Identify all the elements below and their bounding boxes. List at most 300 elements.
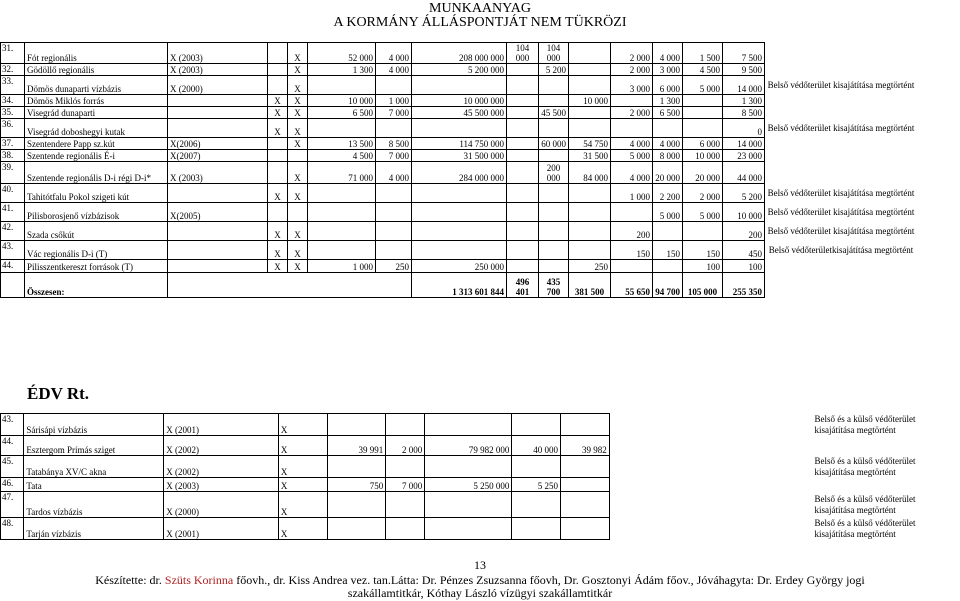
site-name: Pilisborosjenő vízbázisok [25,203,168,222]
value-cell [386,518,425,540]
year-mark: X(2007) [168,150,268,162]
value-cell: 4 000 [376,43,412,64]
gap-blank [609,414,810,436]
value-cell: 71 000 [308,162,376,184]
value-cell: 4 000 [376,162,412,184]
year-mark: X (2001) [164,518,279,540]
value-cell: 100 [683,260,723,273]
value-cell [653,260,683,273]
total-value: 496 401 [507,273,539,298]
site-name: Szentende regionális É-i [25,150,168,162]
value-cell [683,107,723,119]
site-name: Szentendere Papp sz.kút [25,138,168,150]
value-cell [539,184,569,203]
value-cell [425,518,512,540]
year-mark [168,119,268,138]
row-number: 35. [1,107,25,119]
table-row [1,222,918,241]
row-number: 45. [1,456,24,478]
row-number: 39. [1,162,25,184]
mark-1: X [268,184,288,203]
value-cell [386,456,425,478]
year-mark: X (2000) [168,76,268,95]
mark-2: X [288,43,308,64]
value-cell [507,138,539,150]
value-cell: 20 000 [683,162,723,184]
note-blank [765,95,918,107]
value-cell: 4 000 [376,64,412,76]
value-cell [683,119,723,138]
value-cell: 5 250 [512,478,561,492]
value-cell [308,184,376,203]
status-note: Belső és a külső védőterület kisajátítása megtörtént [814,517,916,539]
value-cell: 200 [723,222,765,241]
gap-blank [609,478,810,492]
status-note: Belső és a külső védőterület kisajátítása megtörtént [814,455,916,477]
value-cell: 45 500 000 [412,107,507,119]
total-value: 435 700 [539,273,569,298]
value-cell: 0 [723,119,765,138]
row-number: 47. [1,492,24,518]
total-row [1,273,918,298]
value-cell [569,119,611,138]
mark-1: X [268,241,288,260]
site-name: Fót regionális [25,43,168,64]
value-cell: 44 000 [723,162,765,184]
table-row [1,162,918,184]
value-cell [308,203,376,222]
value-cell [425,456,512,478]
value-cell: 14 000 [723,76,765,95]
value-cell [611,95,653,107]
site-name: Tarján vízbázis [24,518,164,540]
value-cell: 31 500 000 [412,150,507,162]
value-cell [507,64,539,76]
value-cell [507,119,539,138]
mark-1 [268,150,288,162]
value-cell: 2 000 [683,184,723,203]
site-name: Szentende regionális D-i régi D-i* [25,162,168,184]
row-number: 43. [1,241,25,260]
value-cell [386,492,425,518]
value-cell: 2 000 [611,107,653,119]
value-cell: 4 000 [611,162,653,184]
value-cell: 7 500 [723,43,765,64]
value-cell [561,456,610,478]
value-cell: 39 991 [328,436,386,456]
year-mark: X (2000) [164,492,279,518]
value-cell [308,222,376,241]
value-cell: 2 000 [386,436,425,456]
value-cell [569,184,611,203]
note-blank [765,273,918,298]
mark-1 [268,203,288,222]
value-cell [376,184,412,203]
mark-2: X [288,260,308,273]
value-cell [611,119,653,138]
value-cell: 4 000 [653,138,683,150]
value-cell: 4 500 [683,64,723,76]
note-blank [765,107,918,119]
mark-1: X [268,222,288,241]
value-cell: 250 [376,260,412,273]
value-cell: 8 500 [723,107,765,119]
value-cell [376,241,412,260]
value-cell [683,95,723,107]
mark-1 [268,43,288,64]
value-cell [512,414,561,436]
year-mark [168,184,268,203]
note-blank [811,478,960,492]
note-blank [765,150,918,162]
value-cell [611,203,653,222]
value-cell: 1 300 [723,95,765,107]
site-name: Tardos vízbázis [24,492,164,518]
value-cell [611,260,653,273]
value-cell: 5 000 [683,203,723,222]
value-cell [328,492,386,518]
value-cell: 5 000 [683,76,723,95]
value-cell [561,478,610,492]
note-blank [765,162,918,184]
site-name: Tahitótfalu Pokol szigeti kút [25,184,168,203]
value-cell: 114 750 000 [412,138,507,150]
page-number: 13 [474,558,486,572]
table-row [1,119,918,138]
value-cell: 2 200 [653,184,683,203]
table-row [1,203,918,222]
value-cell: 1 500 [683,43,723,64]
row-number: 34. [1,95,25,107]
mark-2: X [288,138,308,150]
site-name: Dömös dunaparti vízbázis [25,76,168,95]
row-number: 33. [1,76,25,95]
gap-blank [609,456,810,478]
section-title: ÉDV Rt. [27,384,90,403]
year-mark [168,260,268,273]
value-cell [561,518,610,540]
value-cell: 5 000 [653,203,683,222]
value-cell: 250 000 [412,260,507,273]
value-cell [539,241,569,260]
note-blank [811,436,960,456]
footer-rest: főovh., dr. Kiss Andrea vez. tan.Látta: Dr. Pénzes Zsuzsanna főovh, Dr. Gosztonyi Ádám főov., Jóváhagyta: Dr. Erdey György jogi [233,573,865,587]
value-cell: 8 000 [653,150,683,162]
table-row [1,138,918,150]
year-mark [168,95,268,107]
value-cell: 1 300 [308,64,376,76]
value-cell: 4 000 [611,138,653,150]
table-row [1,260,918,273]
year-mark: X (2003) [164,478,279,492]
value-cell: 8 500 [376,138,412,150]
value-cell: 10 000 [723,203,765,222]
site-name: Sárisápi vízbázis [24,414,164,436]
value-cell: 79 982 000 [425,436,512,456]
note-blank [765,43,918,64]
value-cell: 9 500 [723,64,765,76]
value-cell [386,414,425,436]
edv-table [0,413,960,540]
value-cell: 3 000 [653,64,683,76]
value-cell: 4 000 [653,43,683,64]
value-cell [539,222,569,241]
mark-1: X [268,119,288,138]
value-cell [412,222,507,241]
value-cell: 100 [723,260,765,273]
status-note: Belső védőterület kisajátítása megtörtént [767,206,915,217]
mark-2: X [288,64,308,76]
value-cell: 39 982 [561,436,610,456]
value-cell [507,95,539,107]
site-name: Esztergom Prímás sziget [24,436,164,456]
value-cell: 5 250 000 [425,478,512,492]
value-cell [376,203,412,222]
value-cell [425,414,512,436]
value-cell [539,76,569,95]
value-cell [328,414,386,436]
value-cell: 3 000 [611,76,653,95]
value-cell [653,222,683,241]
value-cell: 5 200 [723,184,765,203]
year-mark: X(2006) [168,138,268,150]
value-cell: 10 000 [308,95,376,107]
site-name: Vác regionális D-i (T) [25,241,168,260]
value-cell [512,456,561,478]
status-note: Belső védőterületkisajátítása megtörtént [768,244,914,255]
row-number: 31. [1,43,25,64]
note-blank [765,138,918,150]
value-cell: 7 000 [376,107,412,119]
value-cell: 208 000 000 [412,43,507,64]
value-cell: 20 000 [653,162,683,184]
water-base-table [0,42,918,298]
year-mark [168,107,268,119]
value-cell [539,119,569,138]
year-mark [168,241,268,260]
year-mark: X (2001) [164,414,279,436]
value-cell [569,241,611,260]
total-num [1,273,25,298]
value-cell [328,518,386,540]
value-cell: 750 [328,478,386,492]
mark-2: X [288,162,308,184]
value-cell [308,76,376,95]
total-value: 255 350 [723,273,765,298]
total-value: 381 500 [569,273,611,298]
value-cell: 10 000 000 [412,95,507,107]
value-cell [425,492,512,518]
value-cell: 150 [653,241,683,260]
value-cell: 5 200 000 [412,64,507,76]
row-number: 32. [1,64,25,76]
mark-1: X [268,107,288,119]
row-number: 42. [1,222,25,241]
table-row [1,456,960,478]
mark-2: X [288,241,308,260]
row-number: 40. [1,184,25,203]
value-cell: 52 000 [308,43,376,64]
value-cell: 13 500 [308,138,376,150]
value-cell [308,241,376,260]
value-cell [507,76,539,95]
site-name: Gödöllő regionális [25,64,168,76]
mark-1 [268,162,288,184]
table-row [1,241,918,260]
mark-2: X [278,518,327,540]
year-mark: X(2005) [168,203,268,222]
mark-2: X [288,95,308,107]
table-row [1,43,918,64]
table-row [1,492,960,518]
gap-blank [609,518,810,540]
value-cell: 2 000 [611,43,653,64]
row-number: 48. [1,518,24,540]
mark-2: X [288,222,308,241]
value-cell: 4 500 [308,150,376,162]
value-cell: 1 000 [376,95,412,107]
value-cell [653,119,683,138]
value-cell: 2 000 [611,64,653,76]
mark-2: X [278,436,327,456]
row-number: 41. [1,203,25,222]
year-mark: X (2002) [164,436,279,456]
value-cell [507,162,539,184]
status-note: Belső és a külső védőterület kisajátítása megtörtént [814,413,916,435]
value-cell [512,518,561,540]
mark-2: X [278,414,327,436]
value-cell [569,64,611,76]
value-cell: 6 500 [653,107,683,119]
row-number: 43. [1,414,24,436]
mark-1: X [268,95,288,107]
status-note: Belső és a külső védőterület kisajátítása megtörtént [814,493,916,515]
note-blank [765,260,918,273]
total-blank [168,273,412,298]
value-cell [512,492,561,518]
value-cell: 31 500 [569,150,611,162]
value-cell [569,76,611,95]
row-number: 37. [1,138,25,150]
value-cell: 10 000 [569,95,611,107]
value-cell: 104 000 [539,43,569,64]
table-row [1,184,918,203]
value-cell [683,222,723,241]
table-row [1,95,918,107]
value-cell [328,456,386,478]
value-cell [507,107,539,119]
value-cell: 200 000 [539,162,569,184]
mark-2 [288,203,308,222]
value-cell: 84 000 [569,162,611,184]
value-cell [561,492,610,518]
value-cell [412,119,507,138]
value-cell: 23 000 [723,150,765,162]
value-cell [376,76,412,95]
total-value: 94 700 [653,273,683,298]
value-cell: 5 000 [611,150,653,162]
value-cell: 7 000 [386,478,425,492]
mark-2 [288,150,308,162]
mark-1 [268,76,288,95]
total-value: 1 313 601 844 [412,273,507,298]
value-cell [376,222,412,241]
mark-2: X [288,184,308,203]
site-name: Szada csőkút [25,222,168,241]
site-name: Dömös Miklós forrás [25,95,168,107]
value-cell: 6 500 [308,107,376,119]
value-cell: 284 000 000 [412,162,507,184]
value-cell [412,241,507,260]
status-note: Belső védőterület kisajátítása megtörtént [767,187,915,198]
gap-blank [609,492,810,518]
value-cell: 54 750 [569,138,611,150]
table-row [1,478,960,492]
value-cell [507,203,539,222]
value-cell: 45 500 [539,107,569,119]
table-row [1,76,918,95]
year-mark: X (2003) [168,43,268,64]
mark-2: X [278,478,327,492]
year-mark: X (2002) [164,456,279,478]
value-cell [569,107,611,119]
value-cell [539,260,569,273]
table-row [1,414,960,436]
value-cell: 250 [569,260,611,273]
mark-1: X [268,260,288,273]
table-row [1,436,960,456]
note-blank [765,64,918,76]
value-cell: 150 [611,241,653,260]
gap-blank [609,436,810,456]
site-name: Pilisszentkereszt források (T) [25,260,168,273]
value-cell: 1 000 [611,184,653,203]
year-mark: X (2003) [168,162,268,184]
value-cell: 6 000 [653,76,683,95]
value-cell [569,222,611,241]
value-cell: 40 000 [512,436,561,456]
site-name: Visegrád doboshegyi kutak [25,119,168,138]
site-name: Visegrád dunaparti [25,107,168,119]
value-cell [376,119,412,138]
value-cell [561,414,610,436]
value-cell [507,184,539,203]
year-mark [168,222,268,241]
mark-2: X [278,492,327,518]
row-number: 46. [1,478,24,492]
value-cell: 14 000 [723,138,765,150]
status-note: Belső védőterület kisajátítása megtörtént [767,79,915,90]
value-cell: 450 [723,241,765,260]
value-cell [308,119,376,138]
year-mark: X (2003) [168,64,268,76]
status-note: Belső védőterület kisajátítása megtörtént [767,122,915,133]
mark-2: X [288,76,308,95]
value-cell: 7 000 [376,150,412,162]
header-title: MUNKAANYAG [429,1,531,16]
value-cell [569,203,611,222]
value-cell [412,184,507,203]
value-cell: 200 [611,222,653,241]
value-cell: 5 200 [539,64,569,76]
value-cell [539,95,569,107]
mark-1 [268,138,288,150]
value-cell: 104 000 [507,43,539,64]
mark-1 [268,64,288,76]
total-value: 55 650 [611,273,653,298]
site-name: Tatabánya XV/C akna [24,456,164,478]
value-cell [412,76,507,95]
